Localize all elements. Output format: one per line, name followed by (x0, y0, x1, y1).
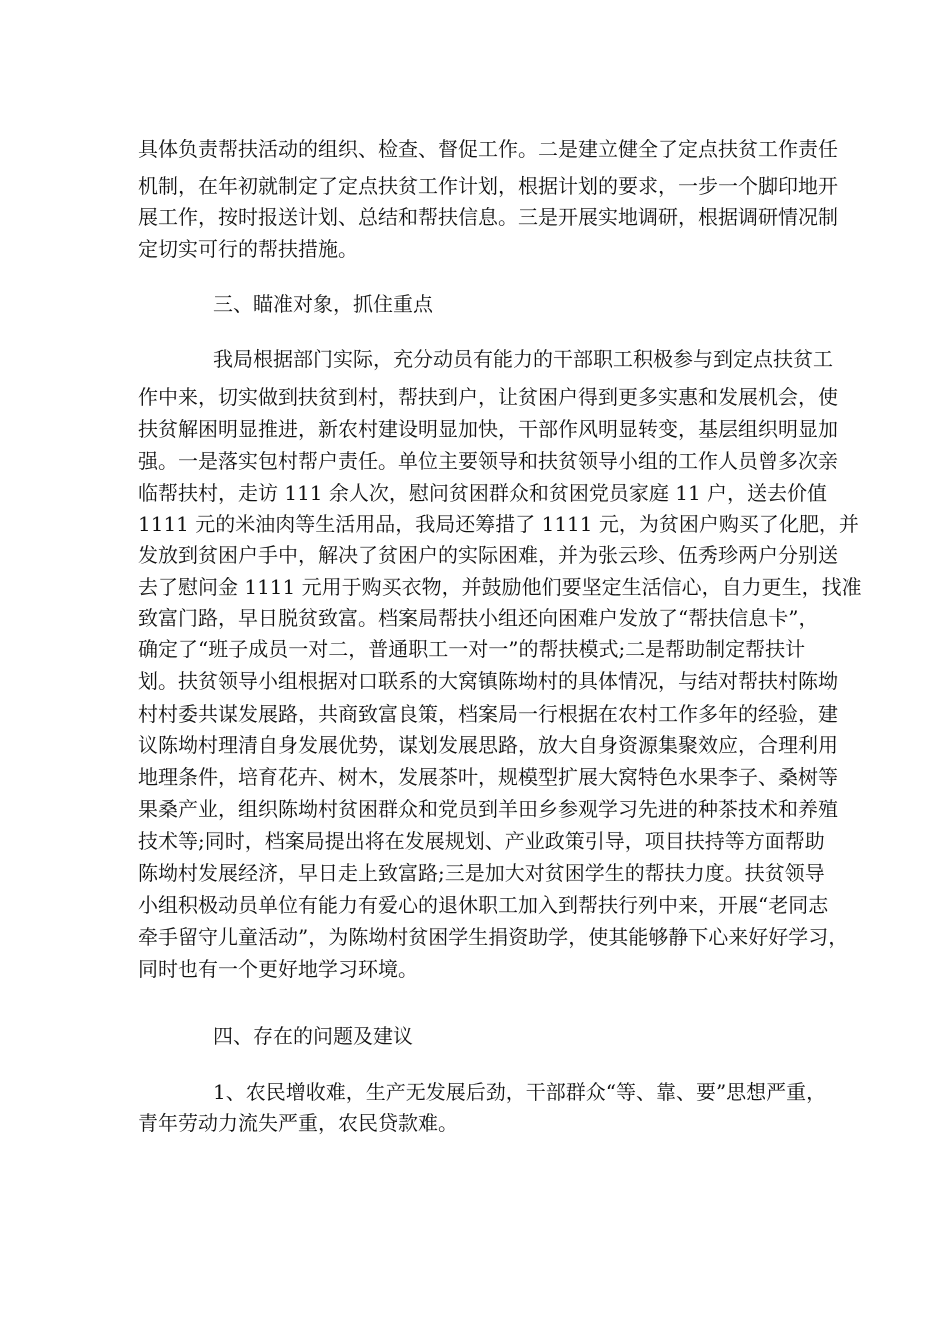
text-line: 确定了“班子成员一对二，普通职工一对一”的帮扶模式;二是帮助制定帮扶计 (138, 637, 806, 661)
text-line: 致富门路，早日脱贫致富。档案局帮扶小组还向困难户发放了“帮扶信息卡”， (138, 606, 819, 630)
text-line: 青年劳动力流失严重，农民贷款难。 (138, 1111, 458, 1135)
text-line: 牵手留守儿童活动”，为陈坳村贫困学生捐资助学，使其能够静下心来好好学习， (138, 925, 849, 949)
text-line: 划。扶贫领导小组根据对口联系的大窝镇陈坳村的具体情况，与结对帮扶村陈坳 (138, 669, 838, 693)
text-line: 同时也有一个更好地学习环境。 (138, 957, 418, 981)
text-line: 1111 元的米油肉等生活用品，我局还筹措了 1111 元，为贫困户购买了化肥，并 (138, 512, 859, 536)
text-line: 村村委共谋发展路，共商致富良策，档案局一行根据在农村工作多年的经验，建 (138, 702, 838, 726)
text-line: 临帮扶村，走访 111 余人次，慰问贫困群众和贫困党员家庭 11 户，送去价值 (138, 481, 828, 505)
section-heading: 四、存在的问题及建议 (213, 1024, 413, 1048)
text-line: 我局根据部门实际，充分动员有能力的干部职工积极参与到定点扶贫工 (213, 347, 833, 371)
text-line: 1、农民增收难，生产无发展后劲，干部群众“等、靠、要”思想严重， (213, 1080, 827, 1104)
text-line: 陈坳村发展经济，早日走上致富路;三是加大对贫困学生的帮扶力度。扶贫领导 (138, 861, 825, 885)
text-line: 技术等;同时，档案局提出将在发展规划、产业政策引导，项目扶持等方面帮助 (138, 829, 825, 853)
section-heading: 三、瞄准对象，抓住重点 (213, 292, 433, 316)
text-line: 去了慰问金 1111 元用于购买衣物，并鼓励他们要坚定生活信心，自力更生，找准 (138, 575, 862, 599)
text-line: 议陈坳村理清自身发展优势，谋划发展思路，放大自身资源集聚效应，合理利用 (138, 733, 838, 757)
text-line: 展工作，按时报送计划、总结和帮扶信息。三是开展实地调研，根据调研情况制 (138, 205, 838, 229)
text-line: 小组积极动员单位有能力有爱心的退休职工加入到帮扶行列中来，开展“老同志 (138, 893, 829, 917)
text-line: 机制，在年初就制定了定点扶贫工作计划，根据计划的要求，一步一个脚印地开 (138, 174, 838, 198)
text-line: 定切实可行的帮扶措施。 (138, 237, 358, 261)
text-line: 果桑产业，组织陈坳村贫困群众和党员到羊田乡参观学习先进的种茶技术和养殖 (138, 797, 838, 821)
text-line: 强。一是落实包村帮户责任。单位主要领导和扶贫领导小组的工作人员曾多次亲 (138, 449, 838, 473)
text-line: 具体负责帮扶活动的组织、检查、督促工作。二是建立健全了定点扶贫工作责任 (138, 137, 838, 161)
text-line: 地理条件，培育花卉、树木，发展茶叶，规模型扩展大窝特色水果李子、桑树等 (138, 765, 838, 789)
text-line: 发放到贫困户手中，解决了贫困户的实际困难，并为张云珍、伍秀珍两户分别送 (138, 543, 838, 567)
text-line: 作中来，切实做到扶贫到村，帮扶到户，让贫困户得到更多实惠和发展机会，使 (138, 385, 838, 409)
text-line: 扶贫解困明显推进，新农村建设明显加快，干部作风明显转变，基层组织明显加 (138, 417, 838, 441)
